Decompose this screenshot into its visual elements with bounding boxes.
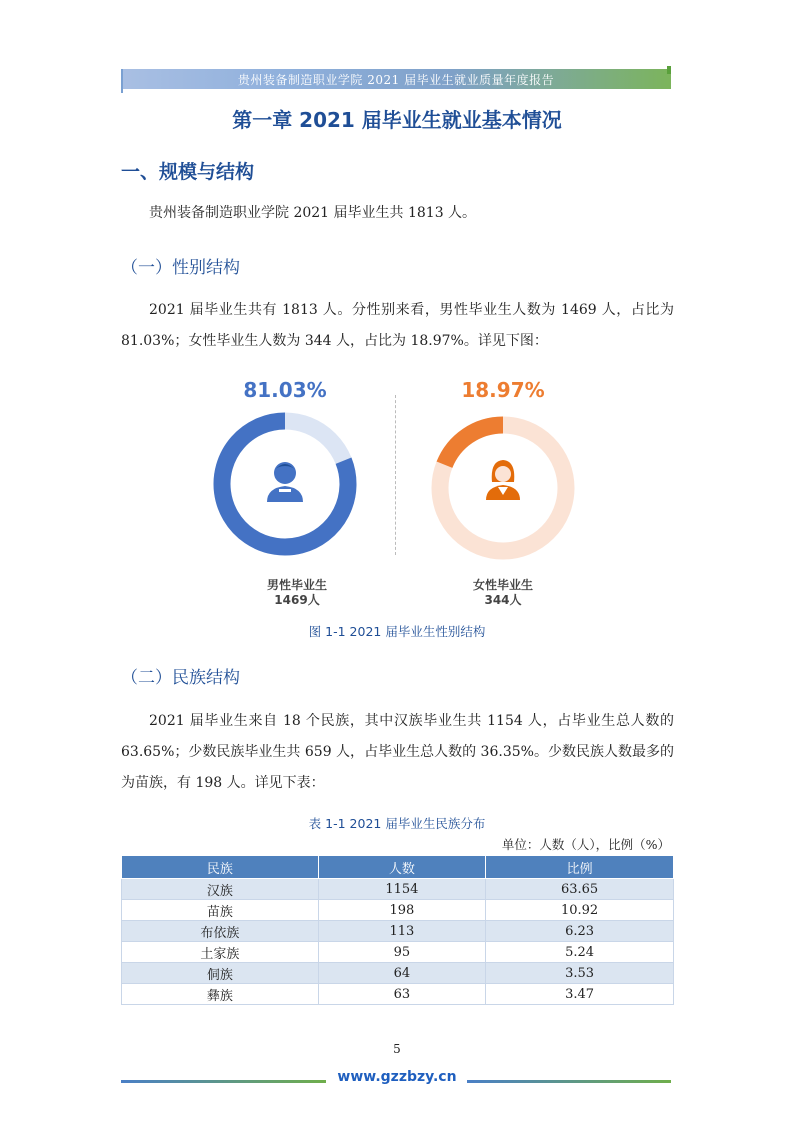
cell-count: 63 — [318, 984, 486, 1005]
gender-title: （一）性别结构 — [121, 258, 240, 278]
female-label-text: 女性毕业生 — [472, 578, 533, 592]
table-row — [122, 984, 674, 1005]
cell-ratio: 10.92 — [486, 900, 674, 921]
chart-divider — [395, 395, 396, 555]
table-header-row — [122, 856, 674, 879]
table-row — [122, 921, 674, 942]
cell-ratio: 5.24 — [486, 942, 674, 963]
cell-ethnicity: 侗族 — [122, 963, 319, 984]
cell-ethnicity: 彝族 — [122, 984, 319, 1005]
cell-ethnicity: 布依族 — [122, 921, 319, 942]
ethnic-table — [121, 855, 674, 1005]
cell-ratio: 3.53 — [486, 963, 674, 984]
figure-caption: 图 1-1 2021 届毕业生性别结构 — [308, 624, 486, 639]
chapter-title: 第一章 2021 届毕业生就业基本情况 — [232, 108, 562, 132]
header-ethnicity: 民族 — [122, 856, 319, 879]
unit-note: 单位：人数（人），比例（%） — [501, 837, 670, 852]
table-row — [122, 879, 674, 900]
gender-paragraph: 2021 届毕业生共有 1813 人。分性别来看，男性毕业生人数为 1469 人，占比为 81.03%；女性毕业生人数为 344 人，占比为 18.97%。详见下图： — [121, 302, 674, 349]
ethnic-paragraph: 2021 届毕业生来自 18 个民族，其中汉族毕业生共 1154 人，占毕业生总人数的 63.65%；少数民族毕业生共 659 人，占毕业生总人数的 36.35%。少数民族人数最多的为苗族，有 198 人。详见下表： — [121, 713, 674, 791]
cell-ethnicity: 苗族 — [122, 900, 319, 921]
cell-ratio: 63.65 — [486, 879, 674, 900]
footer-line-left — [121, 1080, 326, 1083]
cell-count: 198 — [318, 900, 486, 921]
male-count: 1469人 — [274, 593, 320, 607]
cell-count: 1154 — [318, 879, 486, 900]
female-count: 344人 — [484, 593, 522, 607]
section-intro: 贵州装备制造职业学院 2021 届毕业生共 1813 人。 — [149, 205, 477, 221]
cell-count: 113 — [318, 921, 486, 942]
footer-url-text[interactable]: www.gzzbzy.cn — [337, 1069, 457, 1085]
cell-ethnicity: 土家族 — [122, 942, 319, 963]
table-row — [122, 900, 674, 921]
table-row — [122, 942, 674, 963]
footer-line-right — [467, 1080, 671, 1083]
male-label — [227, 578, 367, 608]
cell-count: 95 — [318, 942, 486, 963]
header-count: 人数 — [318, 856, 486, 879]
table-row — [122, 963, 674, 984]
page-number: 5 — [393, 1042, 401, 1056]
female-percent: 18.97% — [461, 378, 545, 402]
cell-ratio: 6.23 — [486, 921, 674, 942]
cell-ratio: 3.47 — [486, 984, 674, 1005]
header-title: 贵州装备制造职业学院 2021 届毕业生就业质量年度报告 — [237, 73, 555, 87]
header-ratio: 比例 — [486, 856, 674, 879]
section-title: 一、规模与结构 — [121, 161, 255, 183]
male-percent: 81.03% — [243, 378, 327, 402]
footer-url[interactable] — [337, 1069, 457, 1085]
cell-count: 64 — [318, 963, 486, 984]
female-label — [433, 578, 573, 608]
male-label-text: 男性毕业生 — [266, 578, 327, 592]
ethnic-title: （二）民族结构 — [121, 668, 240, 688]
cell-ethnicity: 汉族 — [122, 879, 319, 900]
table-caption: 表 1-1 2021 届毕业生民族分布 — [308, 816, 486, 831]
